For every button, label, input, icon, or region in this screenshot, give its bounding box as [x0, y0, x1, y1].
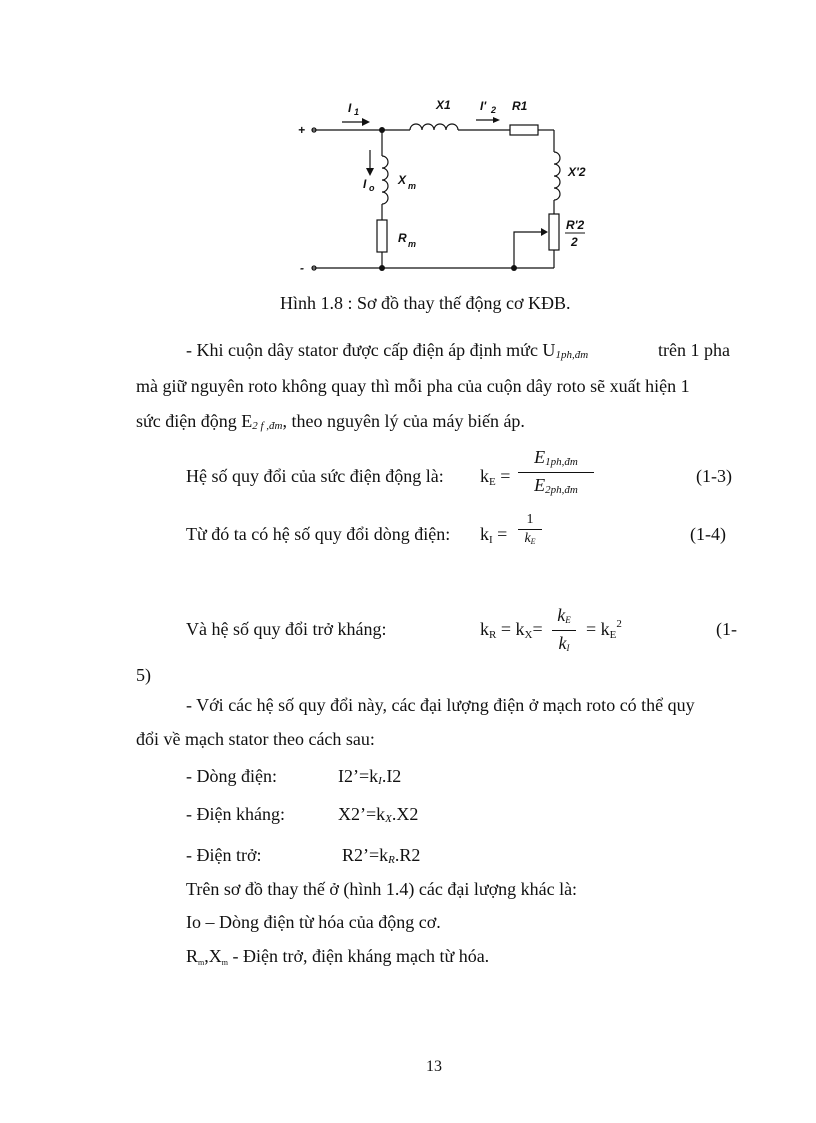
page-number: 13 — [426, 1058, 442, 1075]
rheostat-wiper-wire — [514, 232, 541, 268]
wiper-arrow-head — [541, 228, 548, 236]
eq2-text: Từ đó ta có hệ số quy đổi dòng điện: — [186, 524, 451, 544]
para3-line2: Io – Dòng điện từ hóa của động cơ. — [186, 912, 441, 932]
eq3-rhs: = $kE^2$ — [586, 618, 622, 641]
xm-sub: m — [408, 181, 417, 191]
plus-label: + — [298, 123, 306, 137]
minus-label: - — [300, 261, 304, 275]
eq1-text: Hệ số quy đổi của sức điện động là: — [186, 466, 444, 486]
i1-sub: 1 — [354, 107, 360, 117]
xm-label: X — [398, 173, 407, 187]
x1-inductor — [410, 124, 458, 130]
x2-inductor — [554, 152, 560, 200]
eq1-lhs: kE = — [480, 466, 511, 488]
para2-line2: đổi về mạch stator theo cách sau: — [136, 729, 375, 749]
i2-arrow-head — [493, 117, 500, 123]
para1-line1: - Khi cuộn dây stator được cấp điện áp định mức U1ph,đm — [186, 340, 589, 361]
i1-label: I — [348, 101, 352, 115]
eq3-number-a: (1- — [716, 619, 737, 639]
list-item-reactance-label: - Điện kháng: — [186, 804, 285, 824]
xm-inductor — [382, 156, 388, 204]
r2-numerator: R'2 — [566, 218, 585, 232]
equivalent-circuit-diagram — [290, 92, 590, 282]
eq2-fraction: 1 kE — [518, 512, 542, 548]
io-arrow-head — [366, 168, 374, 176]
para3-line1: Trên sơ đồ thay thế ở (hình 1.4) các đại lượng khác là: — [186, 879, 578, 899]
io-sub: o — [369, 183, 375, 193]
list-item-current-label: - Dòng điện: — [186, 766, 277, 786]
list-item-current-formula: I2’=kI.I2 — [338, 766, 402, 787]
list-item-resistance-label: - Điện trở: — [186, 845, 262, 865]
r1-label: R1 — [512, 99, 528, 113]
eq3-number-b: 5) — [136, 665, 151, 685]
rm-label: R — [398, 231, 407, 245]
r2-denominator: 2 — [571, 235, 578, 249]
eq3-text: Và hệ số quy đổi trở kháng: — [186, 619, 387, 639]
i2-sub: 2 — [491, 105, 497, 115]
eq3-fraction: kE kI — [552, 604, 576, 657]
x2-label: X'2 — [568, 165, 586, 179]
x1-label: X1 — [436, 98, 451, 112]
para3-line3: Rm,Xm - Điện trở, điện kháng mạch từ hóa. — [186, 946, 490, 967]
rm-resistor — [377, 220, 387, 252]
eq1-fraction: E1ph,đm E2ph,đm — [518, 446, 594, 499]
figure-caption: Hình 1.8 : Sơ đồ thay thế động cơ KĐB. — [280, 293, 571, 313]
r2-variable-resistor — [549, 214, 559, 250]
para1-line1-end: trên 1 pha — [658, 340, 730, 360]
list-item-reactance-formula: X2’=kX.X2 — [338, 804, 419, 825]
eq3-lhs: kR = kX= — [480, 619, 543, 641]
i1-arrow-head — [362, 118, 370, 126]
i2-label: I' — [480, 99, 487, 113]
junction-dot-bottom-left — [379, 265, 385, 271]
para2-line1: - Với các hệ số quy đổi này, các đại lượng điện ở mạch roto có thể quy — [186, 695, 695, 715]
para1-line3: sức điện động E2 f ,đm, theo nguyên lý của máy biến áp. — [136, 411, 525, 432]
eq2-lhs: kI = — [480, 524, 508, 546]
r1-resistor — [510, 125, 538, 135]
eq1-number: (1-3) — [696, 466, 732, 486]
rm-sub: m — [408, 239, 417, 249]
list-item-resistance-formula: R2’=kR.R2 — [342, 845, 421, 866]
junction-dot-top — [379, 127, 385, 133]
io-label: I — [363, 177, 367, 191]
junction-dot-bottom-right — [511, 265, 517, 271]
eq2-number: (1-4) — [690, 524, 726, 544]
para1-line2: mà giữ nguyên roto không quay thì mỗi pha của cuộn dây roto sẽ xuất hiện 1 — [136, 376, 690, 396]
